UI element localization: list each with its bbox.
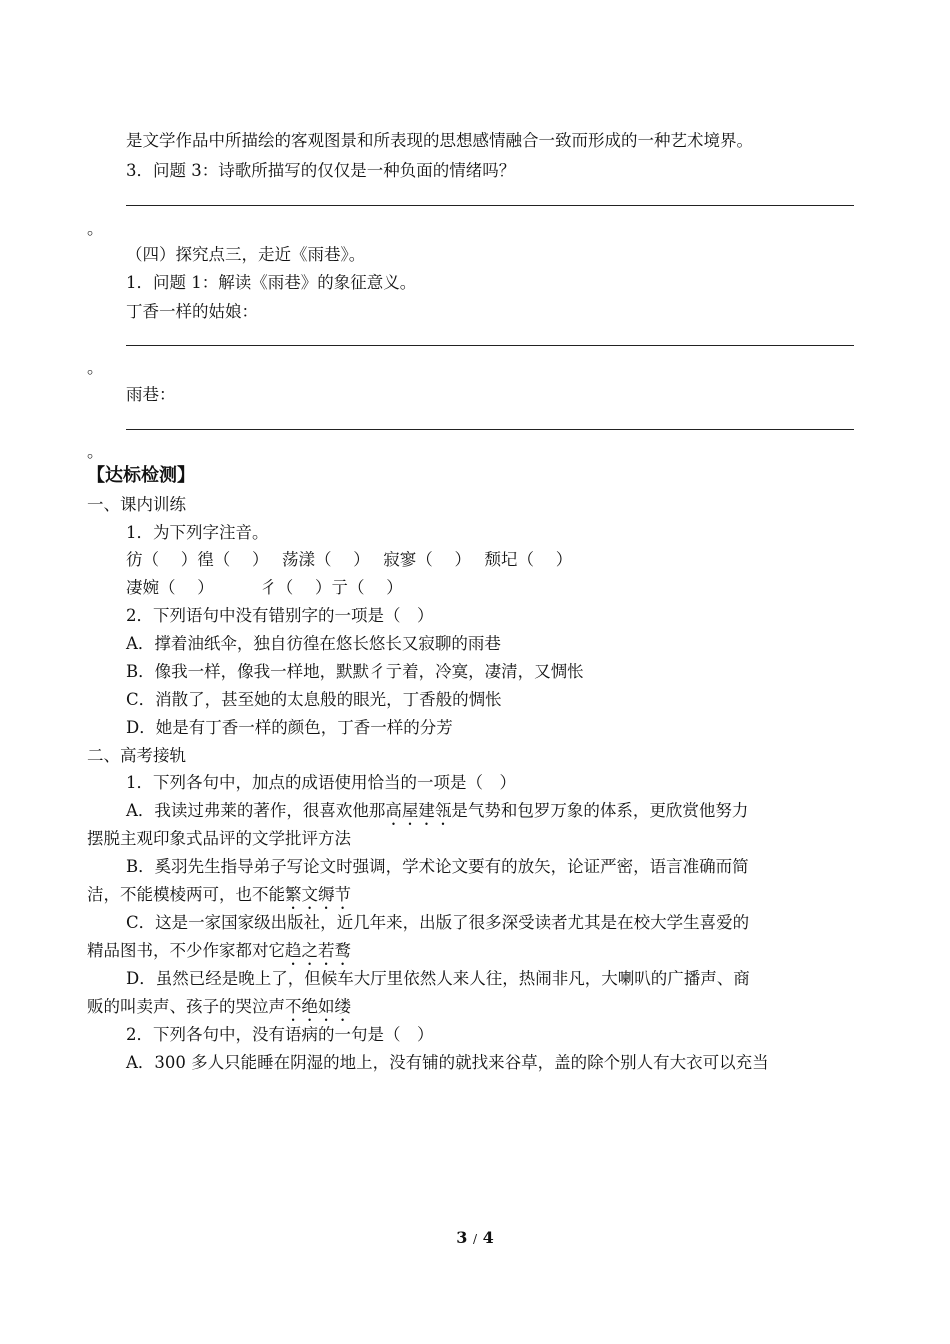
option-c: C．消散了，甚至她的太息般的眼光，丁香般的惆怅 bbox=[126, 690, 502, 709]
option-text: 精品图书，不少作家都对它 bbox=[87, 941, 285, 960]
option-d: D．虽然已经是晚上了，但候车大厅里依然人来人往，热闹非凡，大喇叭的广播声、商 bbox=[126, 969, 750, 988]
option-b: B．奚羽先生指导弟子写论文时强调，学术论文要有的放矢，论证严密，语言准确而简 bbox=[126, 857, 749, 876]
question-text: 1．下列各句中，加点的成语使用恰当的一项是（ ） bbox=[126, 773, 516, 792]
option-b-cont bbox=[87, 884, 351, 913]
option-b: B．像我一样，像我一样地，默默彳亍着，冷寞，凄清，又惆怅 bbox=[126, 662, 584, 681]
current-page: 3 bbox=[456, 1228, 468, 1247]
answer-blank[interactable] bbox=[126, 428, 854, 430]
option-a: A．300 多人只能睡在阴湿的地上，没有铺的就找来谷草，盖的除个别人有大衣可以充当 bbox=[126, 1053, 769, 1072]
page-number bbox=[0, 1228, 950, 1247]
option-text: 洁，不能模棱两可，也不能 bbox=[87, 885, 285, 904]
prompt-rain-alley: 雨巷： bbox=[126, 385, 176, 404]
subsection-title: 一、课内训练 bbox=[87, 495, 186, 514]
question-1: 1．问题 1：解读《雨巷》的象征意义。 bbox=[126, 273, 417, 292]
text-line: 是文学作品中所描绘的客观图景和所表现的思想感情融合一致而形成的一种艺术境界。 bbox=[126, 131, 753, 150]
total-pages: 4 bbox=[482, 1228, 494, 1247]
period: 。 bbox=[87, 358, 104, 377]
pinyin-row: 凄婉（ ） 彳（ ）亍（ ） bbox=[126, 578, 403, 597]
option-a bbox=[126, 800, 748, 829]
pinyin-row: 彷（ ）徨（ ） 荡漾（ ） 寂寥（ ） 颓圮（ ） bbox=[126, 550, 573, 569]
question-text: 2．下列各句中，没有语病的一句是（ ） bbox=[126, 1025, 434, 1044]
option-d-cont bbox=[87, 996, 351, 1025]
page-separator: / bbox=[472, 1232, 478, 1246]
option-text: 是气势和包罗万象的体系，更欣赏他努力 bbox=[451, 801, 749, 820]
option-a: A．撑着油纸伞，独自彷徨在悠长悠长又寂聊的雨巷 bbox=[126, 634, 501, 653]
option-text: A．我读过弗莱的著作，很喜欢他那 bbox=[126, 801, 386, 820]
option-c: C．这是一家国家级出版社，近几年来，出版了很多深受读者尤其是在校大学生喜爱的 bbox=[126, 913, 750, 932]
section-heading: 【达标检测】 bbox=[87, 465, 195, 486]
dotted-idiom: 趋之若鹜 bbox=[285, 941, 351, 960]
option-d: D．她是有丁香一样的颜色，丁香一样的分芳 bbox=[126, 718, 453, 737]
option-c-cont bbox=[87, 940, 351, 969]
dotted-idiom: 繁文缛节 bbox=[285, 885, 351, 904]
period: 。 bbox=[87, 442, 104, 461]
question-text: 1．为下列字注音。 bbox=[126, 523, 269, 542]
subsection-title: 二、高考接轨 bbox=[87, 746, 186, 765]
dotted-idiom: 不绝如缕 bbox=[285, 997, 351, 1016]
section-title: （四）探究点三，走近《雨巷》。 bbox=[126, 245, 366, 264]
option-text: 贩的叫卖声、孩子的哭泣声 bbox=[87, 997, 285, 1016]
dotted-idiom: 高屋建瓴 bbox=[385, 801, 452, 820]
question-3: 3．问题 3：诗歌所描写的仅仅是一种负面的情绪吗？ bbox=[126, 161, 516, 180]
option-a-cont: 摆脱主观印象式品评的文学批评方法 bbox=[87, 829, 351, 848]
question-text: 2．下列语句中没有错别字的一项是（ ） bbox=[126, 606, 434, 625]
period: 。 bbox=[87, 219, 104, 238]
answer-blank[interactable] bbox=[126, 204, 854, 206]
prompt-lilac-girl: 丁香一样的姑娘： bbox=[126, 302, 258, 321]
answer-blank[interactable] bbox=[126, 344, 854, 346]
